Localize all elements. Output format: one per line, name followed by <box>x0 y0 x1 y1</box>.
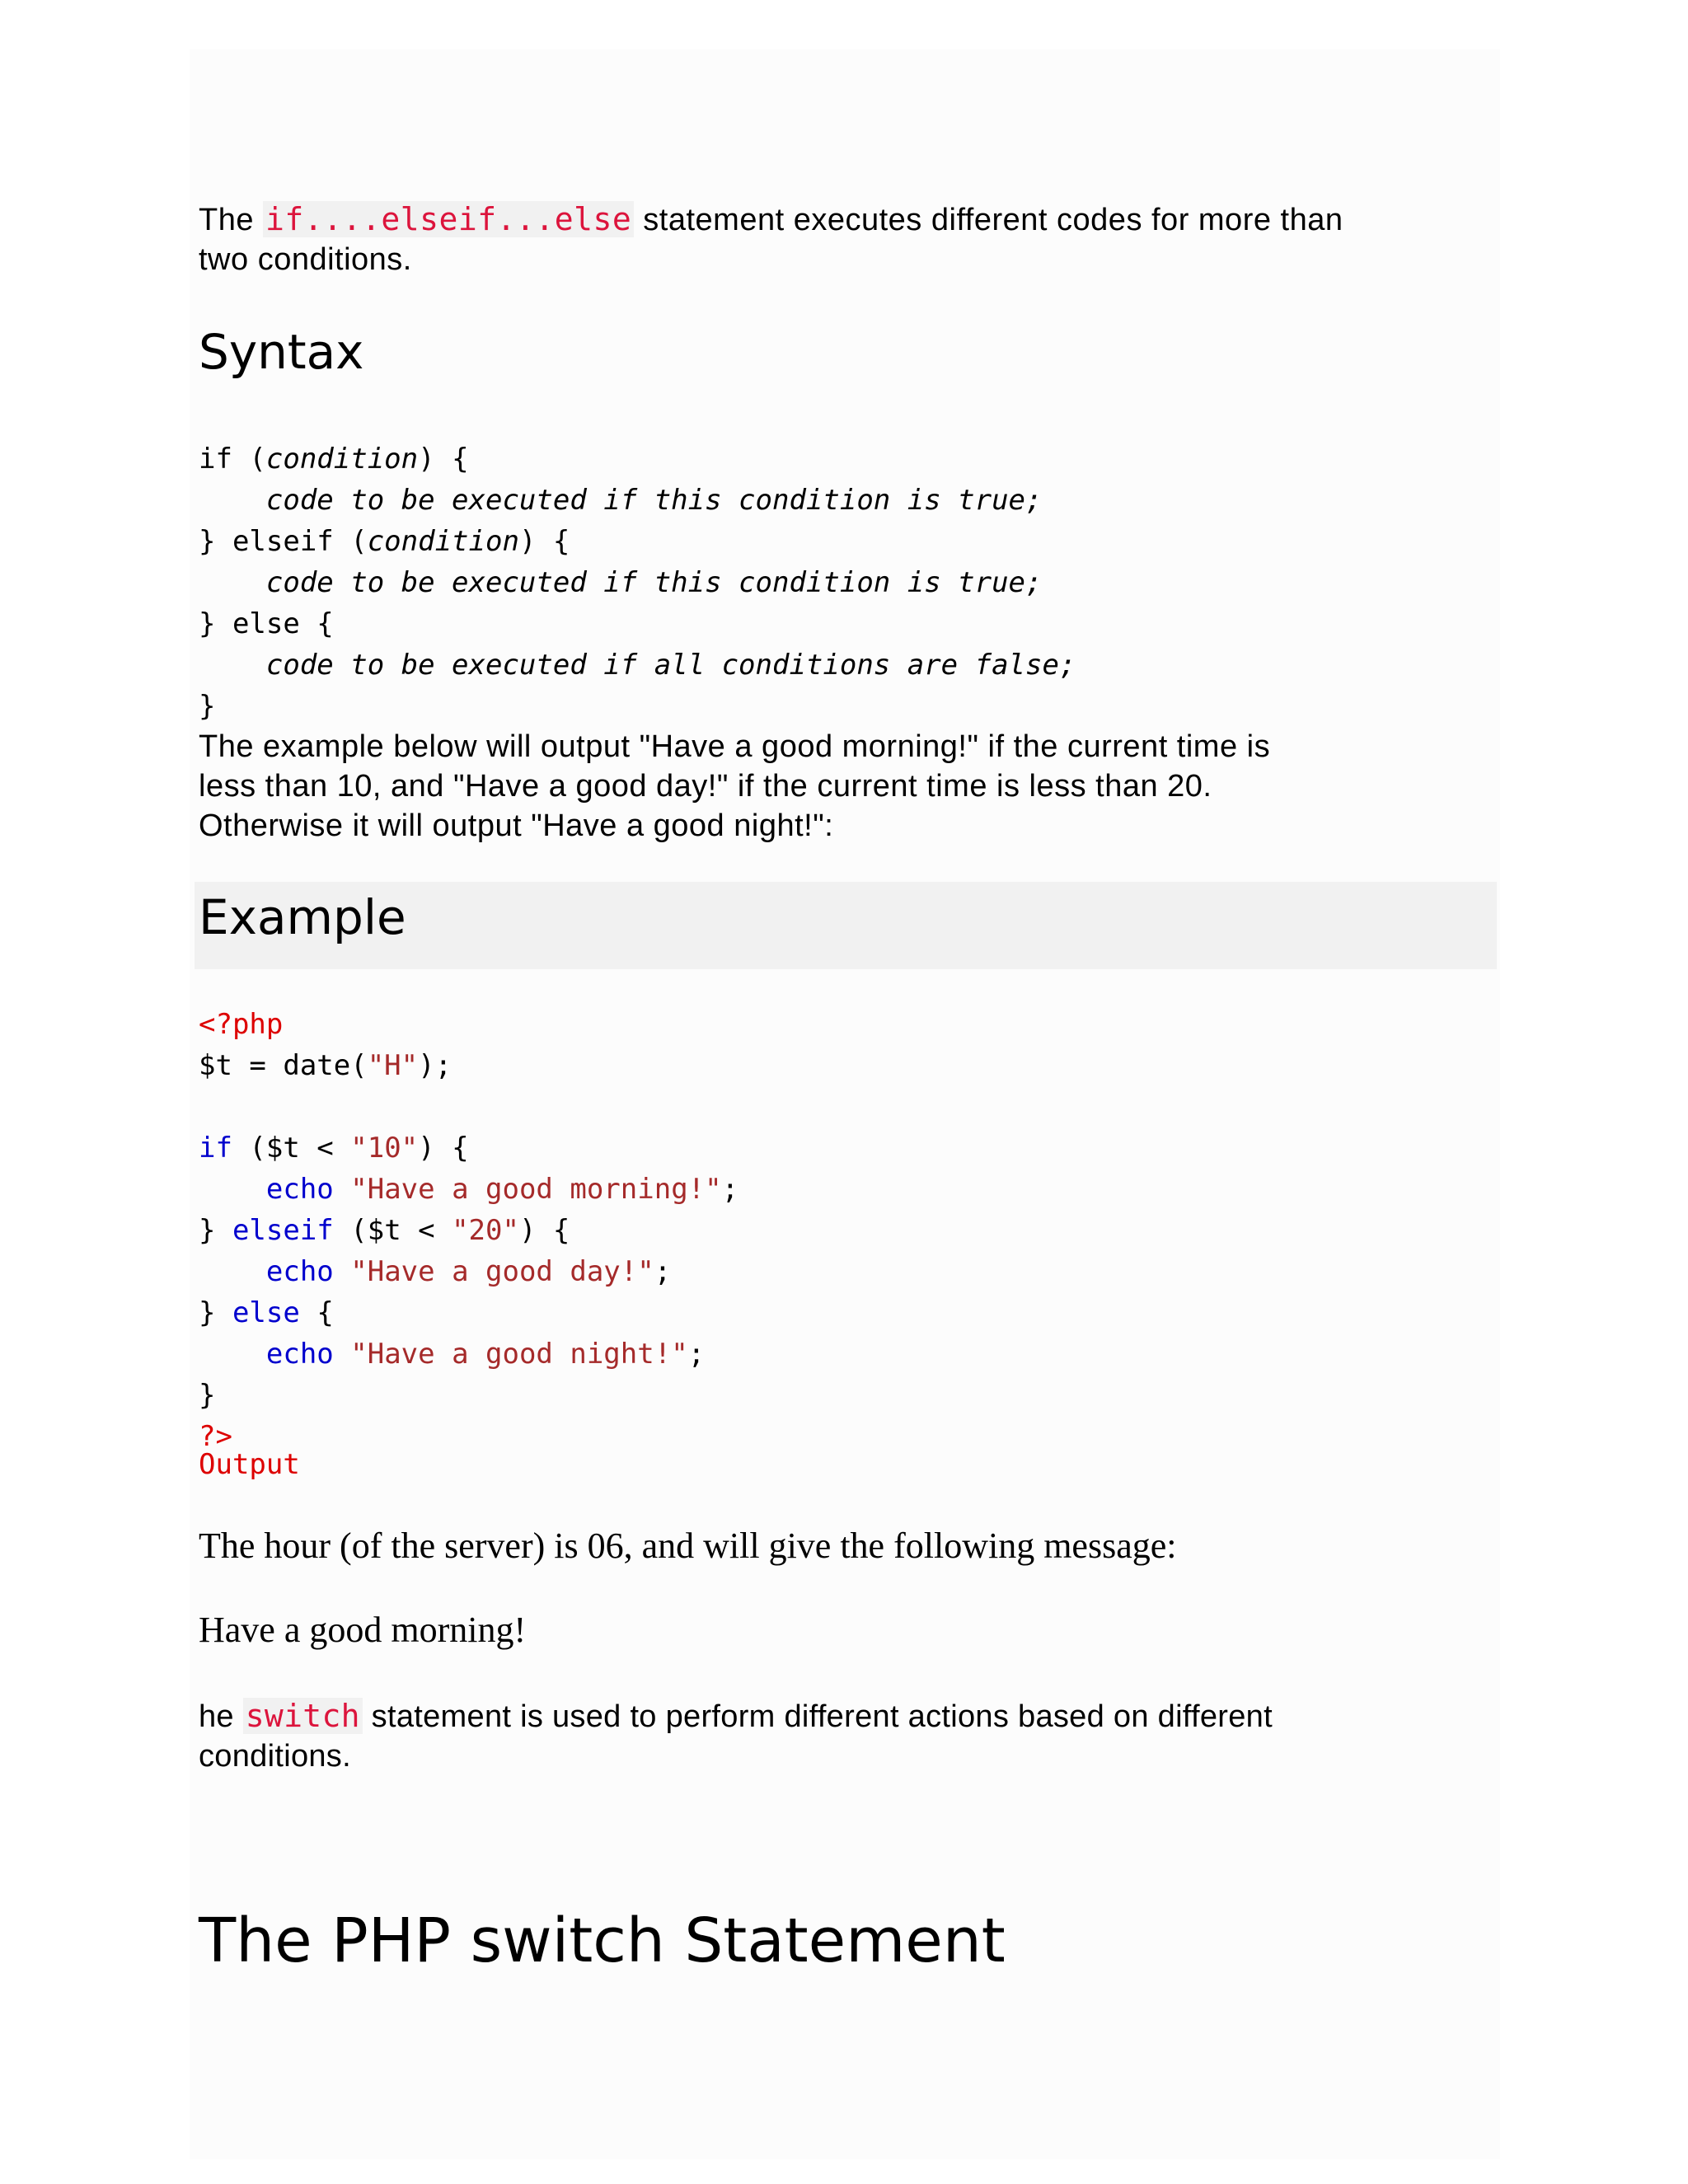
intro-suffix: statement executes different codes for more than <box>634 203 1343 237</box>
switch-intro-paragraph <box>199 1696 1517 1776</box>
code-line-if: if ($t < "10") { <box>199 1132 469 1165</box>
output-label: Output <box>199 1448 300 1481</box>
inline-code-if-elseif-else: if....elseif...else <box>263 201 634 237</box>
switch-intro-suffix: statement is used to perform different actions based on different <box>362 1699 1273 1734</box>
code-line-echo-day: echo "Have a good day!"; <box>265 1255 672 1288</box>
syntax-heading: Syntax <box>199 324 364 380</box>
description-line2: less than 10, and "Have a good day!" if the current time is less than 20. <box>199 769 1212 804</box>
description-line3: Otherwise it will output "Have a good night!": <box>199 808 834 843</box>
syntax-line: code to be executed if this condition is true; <box>265 566 1043 599</box>
code-line-else: } else { <box>199 1296 334 1329</box>
syntax-line: code to be executed if all conditions are false; <box>265 649 1076 682</box>
switch-intro-line2: conditions. <box>199 1739 351 1774</box>
intro-paragraph <box>199 199 1517 279</box>
code-line-open-tag: <?php <box>199 1008 284 1041</box>
syntax-line: } <box>199 690 216 723</box>
code-line-close-tag: ?> <box>199 1420 232 1453</box>
code-line-echo-night: echo "Have a good night!"; <box>265 1338 706 1371</box>
syntax-line: code to be executed if this condition is true; <box>265 484 1043 517</box>
switch-statement-heading: The PHP switch Statement <box>199 1905 1006 1976</box>
code-line-echo-morning: echo "Have a good morning!"; <box>265 1173 739 1206</box>
switch-intro-prefix: he <box>199 1699 243 1734</box>
code-line-close-brace: } <box>199 1379 216 1412</box>
syntax-line: if (condition) { <box>199 443 469 476</box>
code-line-blank <box>199 1086 738 1127</box>
output-message-line: The hour (of the server) is 06, and will give the following message: <box>199 1526 1177 1566</box>
inline-code-switch: switch <box>243 1698 363 1734</box>
example-description <box>199 727 1517 846</box>
output-result-line: Have a good morning! <box>199 1610 527 1650</box>
description-line1: The example below will output "Have a good morning!" if the current time is <box>199 729 1271 764</box>
code-line-elseif: } elseif ($t < "20") { <box>199 1214 570 1247</box>
intro-line2: two conditions. <box>199 242 412 277</box>
example-heading: Example <box>199 889 406 945</box>
intro-prefix: The <box>199 203 264 237</box>
syntax-line: } elseif (condition) { <box>199 525 570 558</box>
syntax-line: } else { <box>199 607 334 640</box>
code-line-assign: $t = date("H"); <box>199 1049 452 1082</box>
